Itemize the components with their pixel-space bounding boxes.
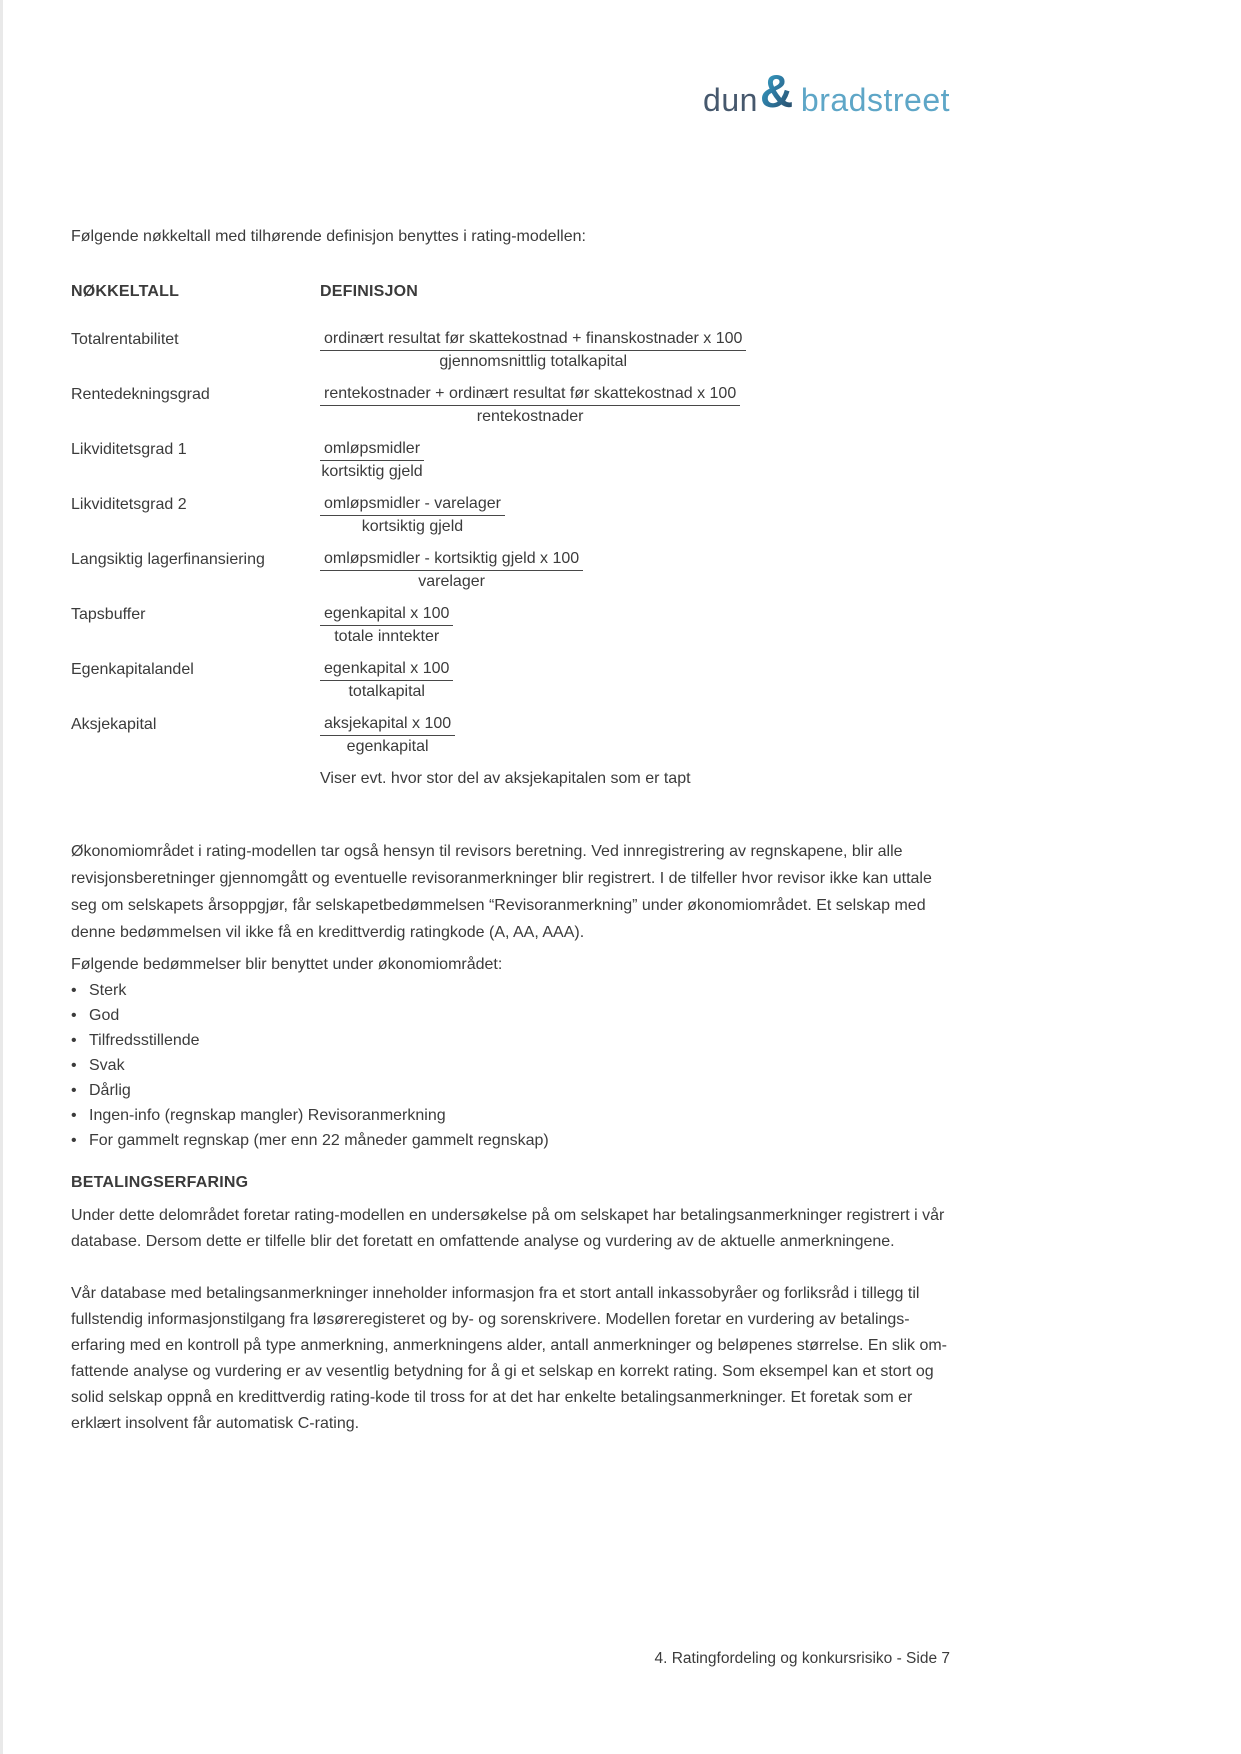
- ratio-label: Totalrentabilitet: [71, 331, 179, 348]
- formula-denominator: kortsiktig gjeld: [361, 518, 464, 535]
- formula-fraction: [320, 548, 583, 593]
- logo-text-bradstreet: bradstreet: [800, 82, 950, 118]
- ratio-definition: [320, 548, 955, 593]
- formula-denominator: egenkapital: [346, 738, 429, 755]
- formula-denominator: gjennomsnittlig totalkapital: [439, 353, 628, 370]
- list-item: [71, 1053, 955, 1078]
- formula-fraction: [320, 713, 455, 758]
- list-item-label: • Tilfredsstillende: [89, 1032, 200, 1049]
- column-header-definisjon: DEFINISJON: [320, 283, 419, 300]
- formula-fraction: [320, 328, 746, 373]
- table-row: [71, 383, 955, 428]
- formula-numerator: omløpsmidler - varelager: [320, 493, 505, 516]
- formula-numerator: rentekostnader + ordinært resultat før skattekostnad x 100: [320, 383, 740, 406]
- formula-denominator: totale inntekter: [334, 628, 440, 645]
- table-row: [71, 493, 955, 538]
- formula-fraction: [320, 603, 453, 648]
- ratio-label: Aksjekapital: [71, 716, 157, 733]
- formula-numerator: omløpsmidler - kortsiktig gjeld x 100: [320, 548, 583, 571]
- ratio-definition: [320, 328, 955, 373]
- ratio-definition: [320, 438, 955, 483]
- list-item-label: • Svak: [89, 1057, 125, 1074]
- ratio-label: Langsiktig lagerfinansiering: [71, 551, 265, 568]
- formula-numerator: ordinært resultat før skattekostnad + finanskostnader x 100: [320, 328, 746, 351]
- formula-numerator: omløpsmidler: [320, 438, 424, 461]
- formula-denominator: rentekostnader: [476, 408, 584, 425]
- formula-fraction: [320, 383, 740, 428]
- list-item: [71, 1078, 955, 1103]
- ratio-definition: [320, 658, 955, 703]
- ratio-label: Likviditetsgrad 1: [71, 441, 187, 458]
- ratio-label: Tapsbuffer: [71, 606, 146, 623]
- list-item-label: • Sterk: [89, 982, 127, 999]
- page-content: [71, 227, 955, 1437]
- table-row: [71, 603, 955, 648]
- table-row: [71, 328, 955, 373]
- list-item-label: • Ingen-info (regnskap mangler) Revisoranmerkning: [89, 1107, 446, 1124]
- ampersand-icon: [760, 66, 802, 119]
- ratio-definition: [320, 603, 955, 648]
- ratio-label: Rentedekningsgrad: [71, 386, 210, 403]
- paragraph-betalingserfaring-1: Under dette delområdet foretar rating-modellen en undersøkelse på om selskapet har betalingsanmerkninger registrert i vår database. Dersom dette er tilfelle blir det foretatt en omfattende analyse og vurdering av de aktuelle anmerkningene.: [71, 1207, 945, 1250]
- intro-text: Følgende nøkkeltall med tilhørende definisjon benyttes i rating-modellen:: [71, 228, 586, 245]
- table-row: [71, 713, 955, 758]
- formula-numerator: aksjekapital x 100: [320, 713, 455, 736]
- list-item-label: • Dårlig: [89, 1082, 131, 1099]
- list-item-label: • God: [89, 1007, 120, 1024]
- paragraph-betalingserfaring-2: Vår database med betalingsanmerkninger inneholder informasjon fra et stort antall inkassobyråer og forliksråd i tillegg til fullstendig informasjonstilgang fra løsøreregisteret og by- og sorenskrivere. Modellen foretar en vurdering av betalings- erfaring med en kontroll på type anmerkning, anmerkningens alder, antall anmerkninger og beløpenes størrelse. En slik om- fattende analyse og vurdering er av vesentlig betydning for å gi et selskap en korrekt rating. Som eksempel kan et stort og solid selskap oppnå en kredittverdig rating-kode til tross for at det har enkelte betalingsanmerkninger. Et foretak som er erklært insolvent får automatisk C-rating.: [71, 1285, 947, 1432]
- assessment-list: [71, 978, 955, 1153]
- formula-fraction: [320, 658, 453, 703]
- list-item: [71, 1103, 955, 1128]
- formula-fraction: [320, 438, 424, 483]
- formula-fraction: [320, 493, 505, 538]
- formula-numerator: egenkapital x 100: [320, 603, 453, 626]
- column-header-nokkeltall: NØKKELTALL: [71, 283, 180, 300]
- formula-denominator: totalkapital: [348, 683, 425, 700]
- page-footer: 4. Ratingfordeling og konkursrisiko - Side 7: [654, 1650, 950, 1667]
- paragraph-okonomiomradet: Økonomiområdet i rating-modellen tar også hensyn til revisors beretning. Ved innregistrering av regnskapene, blir alle revisjonsberetninger gjennomgått og eventuelle revisoranmerkninger blir registrert. I de tilfeller hvor revisor ikke kan uttale seg om selskapets årsoppgjør, får selskapetbedømmelsen “Revisoranmerkning” under økonomiområdet. Et selskap med denne bedømmelsen vil ikke få en kredittverdig ratingkode (A, AA, AAA).: [71, 843, 932, 941]
- formula-denominator: varelager: [418, 573, 485, 590]
- ratio-table: [71, 328, 955, 758]
- ratio-definition: [320, 493, 955, 538]
- formula-numerator: egenkapital x 100: [320, 658, 453, 681]
- formula-denominator: kortsiktig gjeld: [321, 463, 423, 480]
- list-item: [71, 978, 955, 1003]
- table-row: [71, 548, 955, 593]
- table-header-row: [71, 282, 955, 302]
- ratio-label: Likviditetsgrad 2: [71, 496, 187, 513]
- list-item: [71, 1028, 955, 1053]
- list-item: [71, 1128, 955, 1153]
- dun-bradstreet-logo: [703, 66, 950, 119]
- logo-text-dun: dun: [703, 82, 758, 118]
- assessment-list-intro: Følgende bedømmelser blir benyttet under økonomiområdet:: [71, 956, 503, 973]
- ratio-definition: [320, 383, 955, 428]
- list-item-label: • For gammelt regnskap (mer enn 22 måneder gammelt regnskap): [89, 1132, 549, 1149]
- table-row: [71, 438, 955, 483]
- section-heading-betalingserfaring: BETALINGSERFARING: [71, 1174, 249, 1191]
- aksjekapital-note: Viser evt. hvor stor del av aksjekapitalen som er tapt: [320, 770, 691, 787]
- list-item: [71, 1003, 955, 1028]
- ratio-label: Egenkapitalandel: [71, 661, 194, 678]
- table-row: [71, 658, 955, 703]
- svg-text:&: &: [759, 66, 794, 114]
- ratio-definition: [320, 713, 955, 758]
